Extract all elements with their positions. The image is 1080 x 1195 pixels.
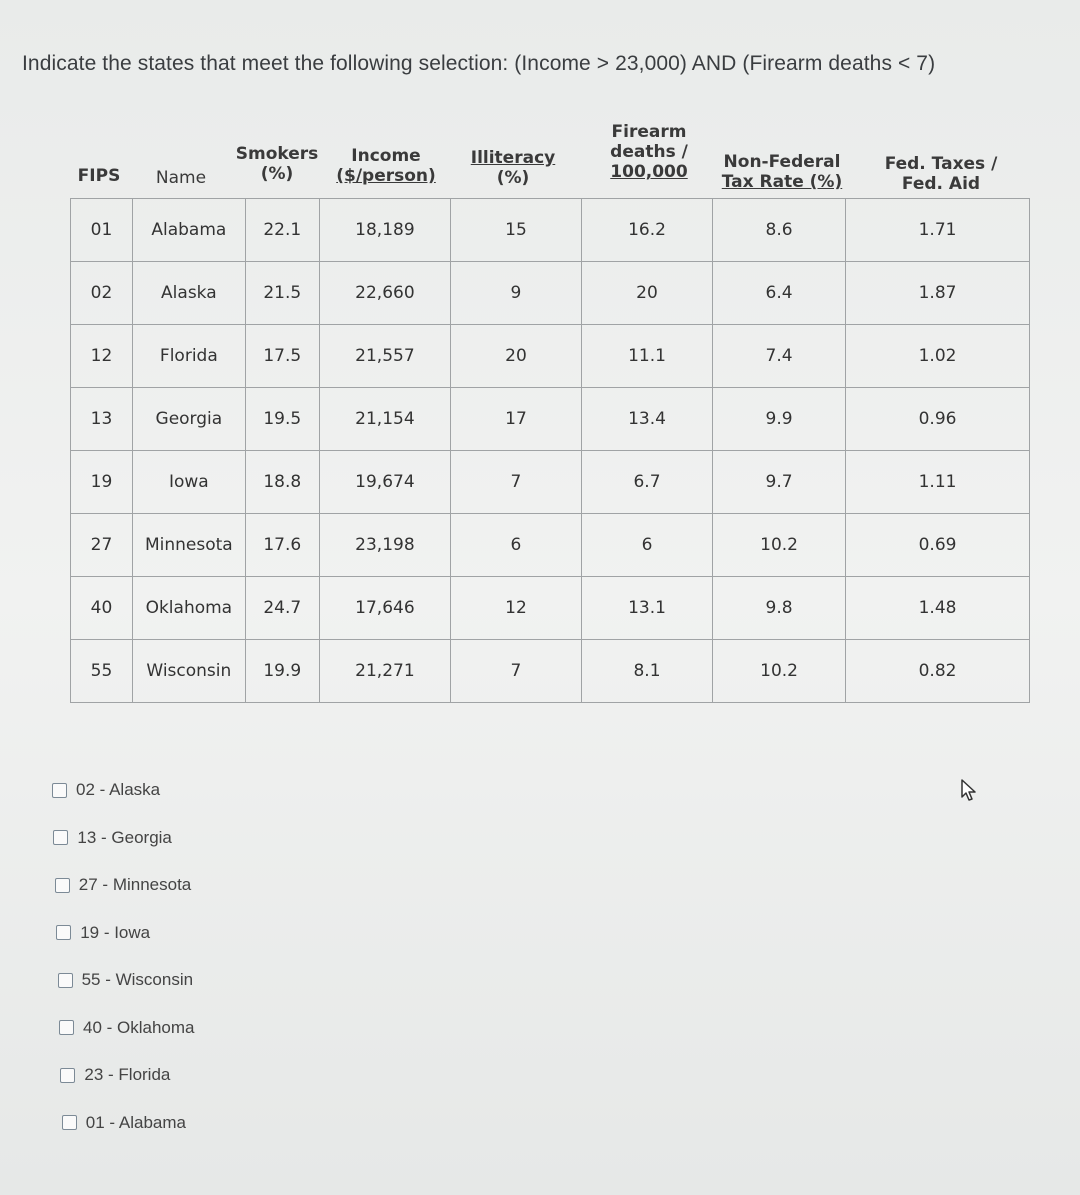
header-nonfed	[712, 152, 852, 192]
table-row	[71, 262, 1030, 325]
option-label: 23 - Florida	[84, 1065, 171, 1084]
cell-firearm: 8.1	[581, 640, 712, 703]
table-row	[71, 199, 1030, 262]
cell-nonfed: 7.4	[713, 325, 846, 388]
cell-name: Oklahoma	[132, 577, 245, 640]
cell-fed: 1.87	[846, 262, 1030, 325]
table-row	[71, 640, 1030, 703]
cell-fed: 0.69	[846, 514, 1030, 577]
cell-smokers: 17.6	[245, 514, 319, 577]
states-table-body	[71, 199, 1030, 703]
cell-name: Iowa	[132, 451, 245, 514]
header-firearm-line2: deaths /	[610, 142, 688, 162]
cell-illiteracy: 9	[450, 262, 581, 325]
header-nonfed-line1: Non-Federal	[723, 152, 841, 172]
cell-firearm: 20	[581, 262, 712, 325]
cell-fips: 55	[71, 640, 133, 703]
option-checkbox[interactable]	[58, 973, 73, 988]
option-label: 55 - Wisconsin	[81, 970, 194, 989]
cell-smokers: 24.7	[245, 577, 319, 640]
answer-option[interactable]	[55, 875, 191, 895]
option-checkbox[interactable]	[56, 925, 71, 940]
header-firearm-line1: Firearm	[611, 122, 687, 142]
cell-firearm: 6	[581, 514, 712, 577]
cell-name: Alabama	[132, 199, 245, 262]
cell-name: Georgia	[132, 388, 245, 451]
cell-income: 22,660	[319, 262, 450, 325]
header-nonfed-line2: Tax Rate (%)	[721, 172, 843, 192]
cell-fips: 27	[71, 514, 133, 577]
cell-fed: 1.02	[846, 325, 1030, 388]
option-checkbox[interactable]	[53, 830, 68, 845]
cell-fed: 0.96	[846, 388, 1030, 451]
cell-nonfed: 8.6	[713, 199, 846, 262]
header-fed-line2: Fed. Aid	[901, 174, 981, 194]
cell-fips: 12	[71, 325, 133, 388]
cell-firearm: 13.1	[581, 577, 712, 640]
cell-nonfed: 9.7	[713, 451, 846, 514]
header-firearm	[596, 122, 702, 182]
cell-income: 18,189	[319, 199, 450, 262]
header-smokers-line1: Smokers	[235, 144, 319, 164]
cell-nonfed: 10.2	[713, 514, 846, 577]
option-checkbox[interactable]	[60, 1068, 75, 1083]
answer-option[interactable]	[59, 1018, 195, 1038]
header-fed	[866, 154, 1016, 194]
header-fips: FIPS	[77, 166, 121, 186]
cell-income: 19,674	[319, 451, 450, 514]
cell-fips: 13	[71, 388, 133, 451]
option-label: 19 - Iowa	[80, 922, 151, 942]
answer-option[interactable]	[60, 1065, 170, 1085]
cell-fed: 1.11	[846, 451, 1030, 514]
cell-illiteracy: 20	[450, 325, 581, 388]
cell-nonfed: 9.8	[713, 577, 846, 640]
table-row	[71, 514, 1030, 577]
answer-option[interactable]	[58, 970, 193, 990]
option-checkbox[interactable]	[55, 878, 70, 893]
option-label: 01 - Alabama	[85, 1112, 186, 1132]
table-row	[71, 577, 1030, 640]
answer-option[interactable]	[56, 923, 150, 943]
cell-illiteracy: 15	[450, 199, 581, 262]
header-fed-line1: Fed. Taxes /	[884, 154, 998, 174]
option-label: 13 - Georgia	[77, 827, 172, 847]
cell-nonfed: 9.9	[713, 388, 846, 451]
header-income-line2: ($/person)	[336, 166, 436, 186]
option-label: 27 - Minnesota	[78, 875, 192, 894]
cell-fed: 1.48	[846, 577, 1030, 640]
table-row	[71, 388, 1030, 451]
answer-option[interactable]	[62, 1113, 186, 1133]
cell-fips: 01	[71, 199, 133, 262]
mouse-pointer-icon	[958, 778, 980, 802]
table-row	[71, 325, 1030, 388]
cell-name: Minnesota	[132, 514, 245, 577]
cell-income: 21,557	[319, 325, 450, 388]
cell-illiteracy: 7	[450, 451, 581, 514]
option-checkbox[interactable]	[59, 1020, 74, 1035]
cell-fed: 0.82	[846, 640, 1030, 703]
header-name: Name	[155, 168, 207, 188]
option-checkbox[interactable]	[52, 783, 67, 798]
cell-firearm: 16.2	[581, 199, 712, 262]
cell-fips: 02	[71, 262, 133, 325]
cell-smokers: 18.8	[245, 451, 319, 514]
cell-income: 21,271	[319, 640, 450, 703]
cell-nonfed: 10.2	[713, 640, 846, 703]
cell-fed: 1.71	[846, 199, 1030, 262]
cell-smokers: 19.5	[245, 388, 319, 451]
cell-smokers: 22.1	[245, 199, 319, 262]
cell-smokers: 17.5	[245, 325, 319, 388]
question-text: Indicate the states that meet the following selection: (Income > 23,000) AND (Firearm deaths < 7)	[22, 52, 936, 75]
option-checkbox[interactable]	[62, 1115, 77, 1130]
option-label: 40 - Oklahoma	[83, 1017, 195, 1037]
cell-smokers: 21.5	[245, 262, 319, 325]
cell-fips: 40	[71, 577, 133, 640]
states-table	[70, 198, 1030, 703]
header-income	[326, 146, 446, 186]
header-income-line1: Income	[351, 146, 421, 166]
header-illiteracy	[458, 148, 568, 188]
table-row	[71, 451, 1030, 514]
cell-illiteracy: 12	[450, 577, 581, 640]
cell-firearm: 11.1	[581, 325, 712, 388]
answer-option[interactable]	[53, 828, 172, 848]
cell-illiteracy: 7	[450, 640, 581, 703]
cell-name: Alaska	[132, 262, 245, 325]
cell-nonfed: 6.4	[713, 262, 846, 325]
option-label: 02 - Alaska	[76, 780, 161, 799]
header-illiteracy-line1: Illiteracy	[470, 148, 556, 168]
cell-illiteracy: 17	[450, 388, 581, 451]
cell-fips: 19	[71, 451, 133, 514]
header-smokers	[232, 144, 322, 184]
header-illiteracy-line2: (%)	[496, 168, 530, 188]
cell-illiteracy: 6	[450, 514, 581, 577]
cell-smokers: 19.9	[245, 640, 319, 703]
cell-firearm: 6.7	[581, 451, 712, 514]
cell-income: 17,646	[319, 577, 450, 640]
cell-income: 23,198	[319, 514, 450, 577]
header-smokers-line2: (%)	[260, 164, 294, 184]
cell-income: 21,154	[319, 388, 450, 451]
cell-name: Florida	[132, 325, 245, 388]
header-firearm-line3: 100,000	[610, 162, 688, 182]
answer-option[interactable]	[52, 780, 160, 800]
cell-firearm: 13.4	[581, 388, 712, 451]
cell-name: Wisconsin	[132, 640, 245, 703]
